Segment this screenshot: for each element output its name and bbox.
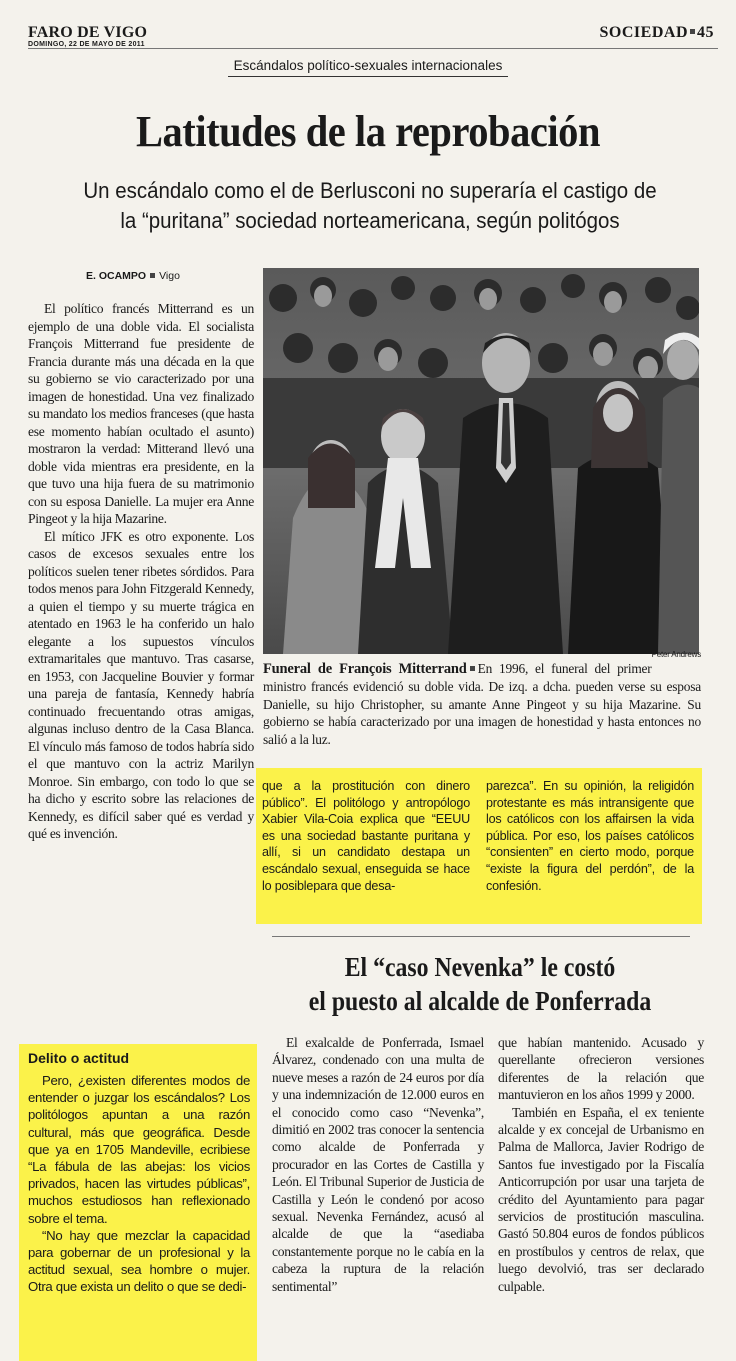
sidebar-title: Delito o actitud (28, 1050, 130, 1066)
section-label (600, 24, 714, 42)
caption-title: Funeral de François Mitterrand (263, 661, 467, 677)
header-rule (28, 48, 718, 49)
section-name: SOCIEDAD (599, 24, 688, 41)
sidebar-paragraph: Pero, ¿existen diferentes modos de entender o juzgar los escándalos? Los politólogos apuntan a una razón cultural, más que geográfica. Desde que ya en 1705 Mandeville, ecribiese “La fábula de las abejas: los vicios privados, hacen las virtudes públicas”, muchos estudiosos han reflexionado sobre el tema. (28, 1073, 250, 1226)
sub-headline-line: El “caso Nevenka” le costó (344, 952, 616, 982)
sub-headline (285, 950, 676, 1018)
caption-text: En 1996, el funeral del primer ministro francés evidenció su doble vida. De izq. a dcha. pueden verse su esposa Danielle, su hijo Christopher, su amante Anne Pingeot y su hija Mazarine. Su gobierno se había caracterizado por una imagen de honestidad y hasta entonces no salió a la luz. (263, 661, 701, 747)
nevenka-column-left (272, 1034, 484, 1295)
separator-square-icon (690, 29, 695, 34)
nevenka-paragraph: que habían mantenido. Acusado y querellante ofrecieron versiones diferentes de la relación que mantuvieron en los años 1999 y 2000. (498, 1035, 704, 1103)
article-paragraph: El político francés Mitterrand es un ejemplo de una doble vida. El socialista François Mitterrand fue presidente de Francia durante más una década en la que su gobierno se vio caracterizado por una imagen de honestidad. Una vez finalizado su mandato los medios franceses (que hasta ese momento habían ocultado el asunto) mostraron la verdad: Mitterand llevó una doble vida mientras era presidente, en la que tuvo una hija fuera de su matrimonio con su esposa Danielle. La mujer era Anne Pingeot y la hija Mazarine. (28, 301, 254, 526)
crowd-photo-image (263, 268, 699, 654)
nevenka-column-right (498, 1034, 704, 1295)
masthead: FARO DE VIGO (28, 24, 148, 41)
page-number: 45 (697, 24, 714, 41)
dateline: DOMINGO, 22 DE MAYO DE 2011 (28, 41, 145, 48)
article-body-column (28, 300, 254, 843)
separator-square-icon (150, 273, 155, 278)
kicker: Escándalos político-sexuales internacionales (0, 58, 736, 73)
headline: Latitudes de la reprobación (135, 107, 600, 156)
byline-location: Vigo (159, 270, 180, 282)
quote-column-right: parezca”. En su opinión, la religidón protestante es más intransigente que los católicos con los affairsen la vida pública. Por eso, los países católicos “consienten” en cierto modo, porque “existe la figura del perdón”, de la confesión. (486, 779, 694, 893)
funeral-photo (263, 268, 699, 654)
nevenka-paragraph: También en España, el ex teniente alcalde y ex concejal de Urbanismo en Palma de Mallorca, Javier Rodrigo de Santos fue investigado por la Fiscalía Anticorrupción por usar una tarjeta de crédito del Ayuntamiento para pagar servicios de prostitución masculina. Gastó 50.804 euros de fondos públicos en prostíbulos y centros de relax, que luego devolvió, tras ser declarado culpable. (498, 1104, 704, 1294)
byline-author: E. OCAMPO (86, 270, 147, 282)
photo-caption (263, 650, 701, 748)
deck: Un escándalo como el de Berlusconi no superaría el castigo de la “puritana” sociedad norteamericana, según politógos (83, 178, 657, 233)
separator-square-icon (470, 666, 475, 671)
sidebar-body (28, 1072, 250, 1296)
nevenka-paragraph: El exalcalde de Ponferrada, Ismael Álvarez, condenado con una multa de nueve meses a razón de 24 euros por día y una indemnización de 12.000 euros en el conocido como caso “Nevenka”, dimitió en 2002 tras conocer la sentencia como alcalde de Ponferrada y procurador en las Cortes de Castilla y León. El Tribunal Superior de Justicia de Castilla y León le condenó por acoso sexual. Nevenka Fernández, acusó al alcalde de que la “asediaba constantemente porque no le cabía en la cabeza la ruptura de la relación sentimental” (272, 1035, 484, 1294)
sub-headline-line: el puesto al alcalde de Ponferrada (308, 986, 652, 1016)
quote-column-left: que a la prostitución con dinero público”. El politólogo y antropólogo Xabier Vila-Coia explica que “EEUU es una sociedad bastante puritana y allí, si un candidato destapa un escándalo sexual, enseguida se hace lo posiblepara que desa- (262, 779, 470, 893)
photo-credit: Peter Andrews (651, 650, 701, 659)
sidebar-paragraph: “No hay que mezclar la capacidad para gobernar de un profesional y la actitud sexual, sea hombre o mujer. Otra que exista un delito o que se dedi- (28, 1227, 250, 1295)
byline (86, 270, 180, 282)
sub-article-rule (272, 936, 690, 937)
article-paragraph: El mítico JFK es otro exponente. Los casos de excesos sexuales entre los políticos suelen tener ribetes sórdidos. Para todos menos para John Fitzgerald Kennedy, a quien el tiempo y su muerte trágica en atentado en 1963 le ha conferido un halo elegante a los supuestos vínculos extramaritales que mantuvo. Tras casarse, en 1953, con Jacqueline Bouvier y formar una pareja de fantasía, Kennedy habría continuado frecuentando otras amigas, algunas incluso dentro de la Casa Blanca. El vínculo más famoso de todos habría sido el que mantuvo con la actriz Marilyn Monroe. Sin embargo, con todo lo que se ha dicho y escrito sobre las relaciones de Kennedy, es difícil saber qué es verdad y qué es invención. (28, 528, 254, 841)
